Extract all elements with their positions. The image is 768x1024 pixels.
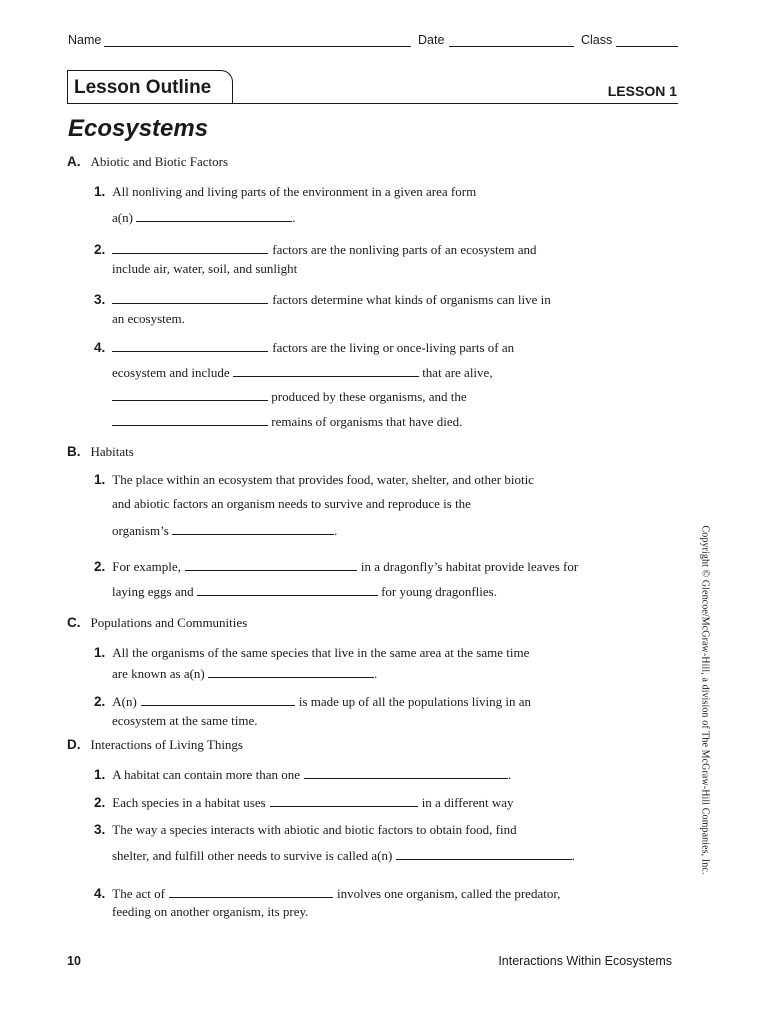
answer-blank[interactable] [136, 208, 292, 222]
item-d1: 1. A habitat can contain more than one . [94, 767, 512, 782]
item-d3: 3. The way a species interacts with abiotic and biotic factors to obtain food, find [94, 822, 517, 837]
item-number: 1. [94, 184, 106, 199]
answer-blank[interactable] [304, 765, 508, 779]
section-letter: A. [67, 154, 81, 169]
header-rule [67, 103, 678, 104]
item-c1-line2: are known as a(n) . [112, 666, 378, 681]
item-a1-line2: a(n) . [112, 210, 296, 225]
answer-blank[interactable] [396, 846, 572, 860]
class-field[interactable] [616, 46, 678, 47]
item-a4-line2: ecosystem and include that are alive, [112, 365, 493, 380]
name-field[interactable] [104, 46, 411, 47]
item-number: 3. [94, 822, 106, 837]
item-number: 2. [94, 559, 106, 574]
item-b2: 2. For example, in a dragonfly’s habitat provide leaves for [94, 559, 579, 574]
item-d3-line2: shelter, and fulfill other needs to survive is called a(n) . [112, 848, 575, 863]
item-text: All nonliving and living parts of the environment in a given area form [112, 184, 477, 199]
section-title: Interactions of Living Things [90, 737, 243, 752]
answer-blank[interactable] [197, 582, 378, 596]
item-b1: 1. The place within an ecosystem that provides food, water, shelter, and other biotic [94, 472, 534, 487]
date-label: Date [418, 33, 445, 47]
answer-blank[interactable] [141, 692, 295, 706]
item-a3: 3. factors determine what kinds of organisms can live in [94, 292, 551, 307]
item-number: 4. [94, 340, 106, 355]
answer-blank[interactable] [112, 290, 268, 304]
section-c [67, 614, 247, 632]
item-c2-line2: ecosystem at the same time. [112, 713, 258, 728]
item-a3-line2: an ecosystem. [112, 311, 185, 326]
section-letter: D. [67, 737, 81, 752]
section-title: Habitats [90, 444, 134, 459]
item-number: 1. [94, 767, 106, 782]
item-number: 3. [94, 292, 106, 307]
item-a2: 2. factors are the nonliving parts of an ecosystem and [94, 242, 537, 257]
section-a [67, 153, 228, 171]
section-title: Populations and Communities [90, 615, 248, 630]
chapter-title: Interactions Within Ecosystems [498, 954, 672, 968]
section-d [67, 736, 243, 754]
item-number: 1. [94, 645, 106, 660]
answer-blank[interactable] [169, 884, 333, 898]
answer-blank[interactable] [112, 338, 268, 352]
item-a2-line2: include air, water, soil, and sunlight [112, 261, 298, 276]
item-c2: 2. A(n) is made up of all the populations living in an [94, 694, 531, 709]
item-a4: 4. factors are the living or once-living parts of an [94, 340, 515, 355]
page-number: 10 [67, 954, 81, 968]
page-title: Ecosystems [68, 115, 209, 142]
answer-blank[interactable] [112, 412, 268, 426]
item-c1: 1. All the organisms of the same species that live in the same area at the same time [94, 645, 530, 660]
class-label: Class [581, 33, 613, 47]
item-b1-line3: organism’s . [112, 523, 338, 538]
item-d4: 4. The act of involves one organism, called the predator, [94, 886, 561, 901]
section-letter: C. [67, 615, 81, 630]
lesson-outline-label: Lesson Outline [74, 77, 212, 98]
answer-blank[interactable] [112, 240, 268, 254]
section-title: Abiotic and Biotic Factors [90, 154, 229, 169]
answer-blank[interactable] [112, 387, 268, 401]
item-number: 4. [94, 886, 106, 901]
section-b [67, 443, 134, 461]
item-b1-line2: and abiotic factors an organism needs to survive and reproduce is the [112, 496, 471, 511]
lesson-number: LESSON 1 [607, 83, 677, 99]
item-d4-line2: feeding on another organism, its prey. [112, 904, 309, 919]
date-field[interactable] [449, 46, 574, 47]
item-b2-line2: laying eggs and for young dragonflies. [112, 584, 497, 599]
item-a1 [94, 183, 476, 201]
item-number: 1. [94, 472, 106, 487]
answer-blank[interactable] [270, 793, 418, 807]
item-a4-line4: remains of organisms that have died. [112, 412, 462, 430]
item-d2: 2. Each species in a habitat uses in a different way [94, 795, 514, 810]
answer-blank[interactable] [233, 363, 419, 377]
section-letter: B. [67, 444, 81, 459]
item-number: 2. [94, 242, 106, 257]
answer-blank[interactable] [172, 521, 334, 535]
answer-blank[interactable] [208, 664, 374, 678]
item-number: 2. [94, 694, 106, 709]
lesson-outline-tab [67, 70, 233, 103]
name-label: Name [68, 33, 102, 47]
item-number: 2. [94, 795, 106, 810]
answer-blank[interactable] [185, 557, 357, 571]
item-a4-line3: produced by these organisms, and the [112, 387, 467, 405]
